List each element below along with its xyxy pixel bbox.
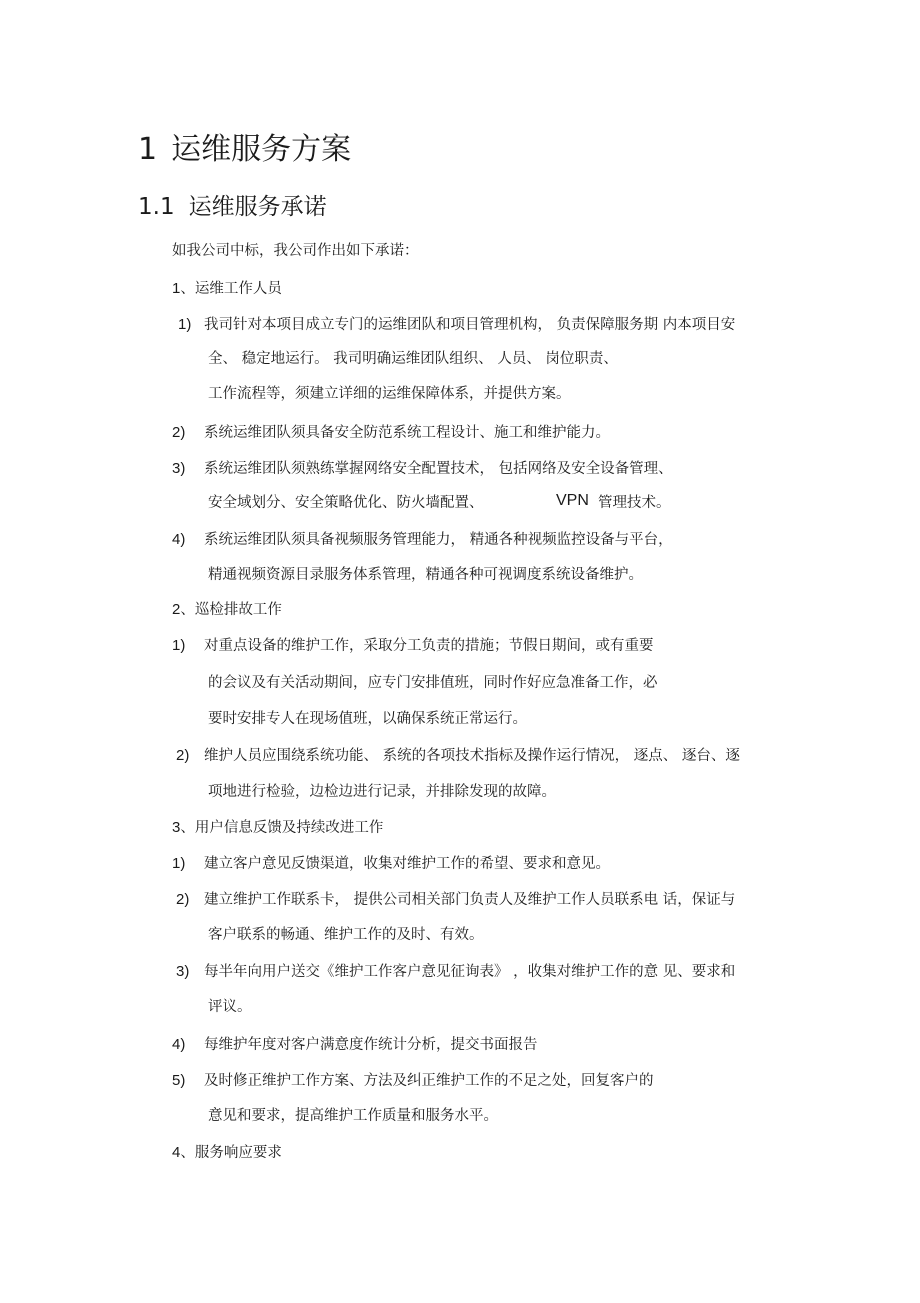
heading-2-number: 1.1 xyxy=(138,194,175,220)
s3-item1-number: 1) xyxy=(172,855,186,872)
s3-item4-line1: 每维护年度对客户满意度作统计分析，提交书面报告 xyxy=(204,1037,538,1053)
heading-1-number: 1 xyxy=(138,132,158,167)
heading-1-text: 运维服务方案 xyxy=(171,132,352,167)
s3-item5-line2: 意见和要求，提高维护工作质量和服务水平。 xyxy=(208,1108,498,1124)
heading-2-text: 运维服务承诺 xyxy=(188,194,327,220)
heading-2 xyxy=(138,188,327,221)
s1-item2-number: 2) xyxy=(172,424,186,441)
s1-item4-line2: 精通视频资源目录服务体系管理，精通各种可视调度系统设备维护。 xyxy=(208,567,643,583)
heading-1 xyxy=(138,124,351,168)
s3-item3-line1: 每半年向用户送交《维护工作客户意见征询表》 ，收集对维护工作的意 见、要求和 xyxy=(204,964,736,980)
s2-item2-line2: 项地进行检验，边检边进行记录，并排除发现的故障。 xyxy=(208,784,556,800)
s2-item1-line3: 要时安排专人在现场值班，以确保系统正常运行。 xyxy=(208,711,527,727)
s1-item4-number: 4) xyxy=(172,531,186,548)
s2-item2-number: 2) xyxy=(176,747,190,764)
s1-item1-line3: 工作流程等，须建立详细的运维保障体系，并提供方案。 xyxy=(208,386,571,402)
s3-item3-line2: 评议。 xyxy=(208,999,252,1015)
s1-item3-line1: 系统运维团队须熟练掌握网络安全配置技术， 包括网络及安全设备管理、 xyxy=(204,461,673,477)
s1-item3-line2: 安全域划分、安全策略优化、防火墙配置、 xyxy=(208,495,484,511)
section-4-title: 4、服务响应要求 xyxy=(172,1144,282,1161)
section-3-title: 3、用户信息反馈及持续改进工作 xyxy=(172,819,384,836)
s2-item1-number: 1) xyxy=(172,637,186,654)
s3-item5-number: 5) xyxy=(172,1072,186,1089)
s3-item2-number: 2) xyxy=(176,891,190,908)
s1-item1-number: 1) xyxy=(178,316,192,333)
section-1-title: 1、运维工作人员 xyxy=(172,280,282,297)
s1-item3-vpn-tail: 管理技术。 xyxy=(598,495,671,511)
section-2-title: 2、巡检排故工作 xyxy=(172,601,282,618)
s3-item2-line1: 建立维护工作联系卡， 提供公司相关部门负责人及维护工作人员联系电 话，保证与 xyxy=(204,892,736,908)
s3-item4-number: 4) xyxy=(172,1036,186,1053)
s3-item5-line1: 及时修正维护工作方案、方法及纠正维护工作的不足之处，回复客户的 xyxy=(204,1073,654,1089)
s1-item3-number: 3) xyxy=(172,460,186,477)
s1-item2-line1: 系统运维团队须具备安全防范系统工程设计、施工和维护能力。 xyxy=(204,425,610,441)
s3-item2-line2: 客户联系的畅通、维护工作的及时、有效。 xyxy=(208,927,484,943)
s2-item1-line2: 的会议及有关活动期间，应专门安排值班，同时作好应急准备工作，必 xyxy=(208,675,658,691)
s3-item1-line1: 建立客户意见反馈渠道，收集对维护工作的希望、要求和意见。 xyxy=(204,856,610,872)
s2-item2-line1: 维护人员应围绕系统功能、 系统的各项技术指标及操作运行情况， 逐点、 逐台、逐 xyxy=(204,748,740,764)
intro-paragraph: 如我公司中标，我公司作出如下承诺： xyxy=(172,243,419,259)
s1-item3-vpn: VPN xyxy=(556,492,589,509)
s1-item1-line2: 全、 稳定地运行。 我司明确运维团队组织、 人员、 岗位职责、 xyxy=(208,351,618,367)
s3-item3-number: 3) xyxy=(176,963,190,980)
s2-item1-line1: 对重点设备的维护工作，采取分工负责的措施；节假日期间，或有重要 xyxy=(204,638,654,654)
s1-item4-line1: 系统运维团队须具备视频服务管理能力， 精通各种视频监控设备与平台， xyxy=(204,532,673,548)
s1-item1-line1: 我司针对本项目成立专门的运维团队和项目管理机构， 负责保障服务期 内本项目安 xyxy=(204,317,736,333)
